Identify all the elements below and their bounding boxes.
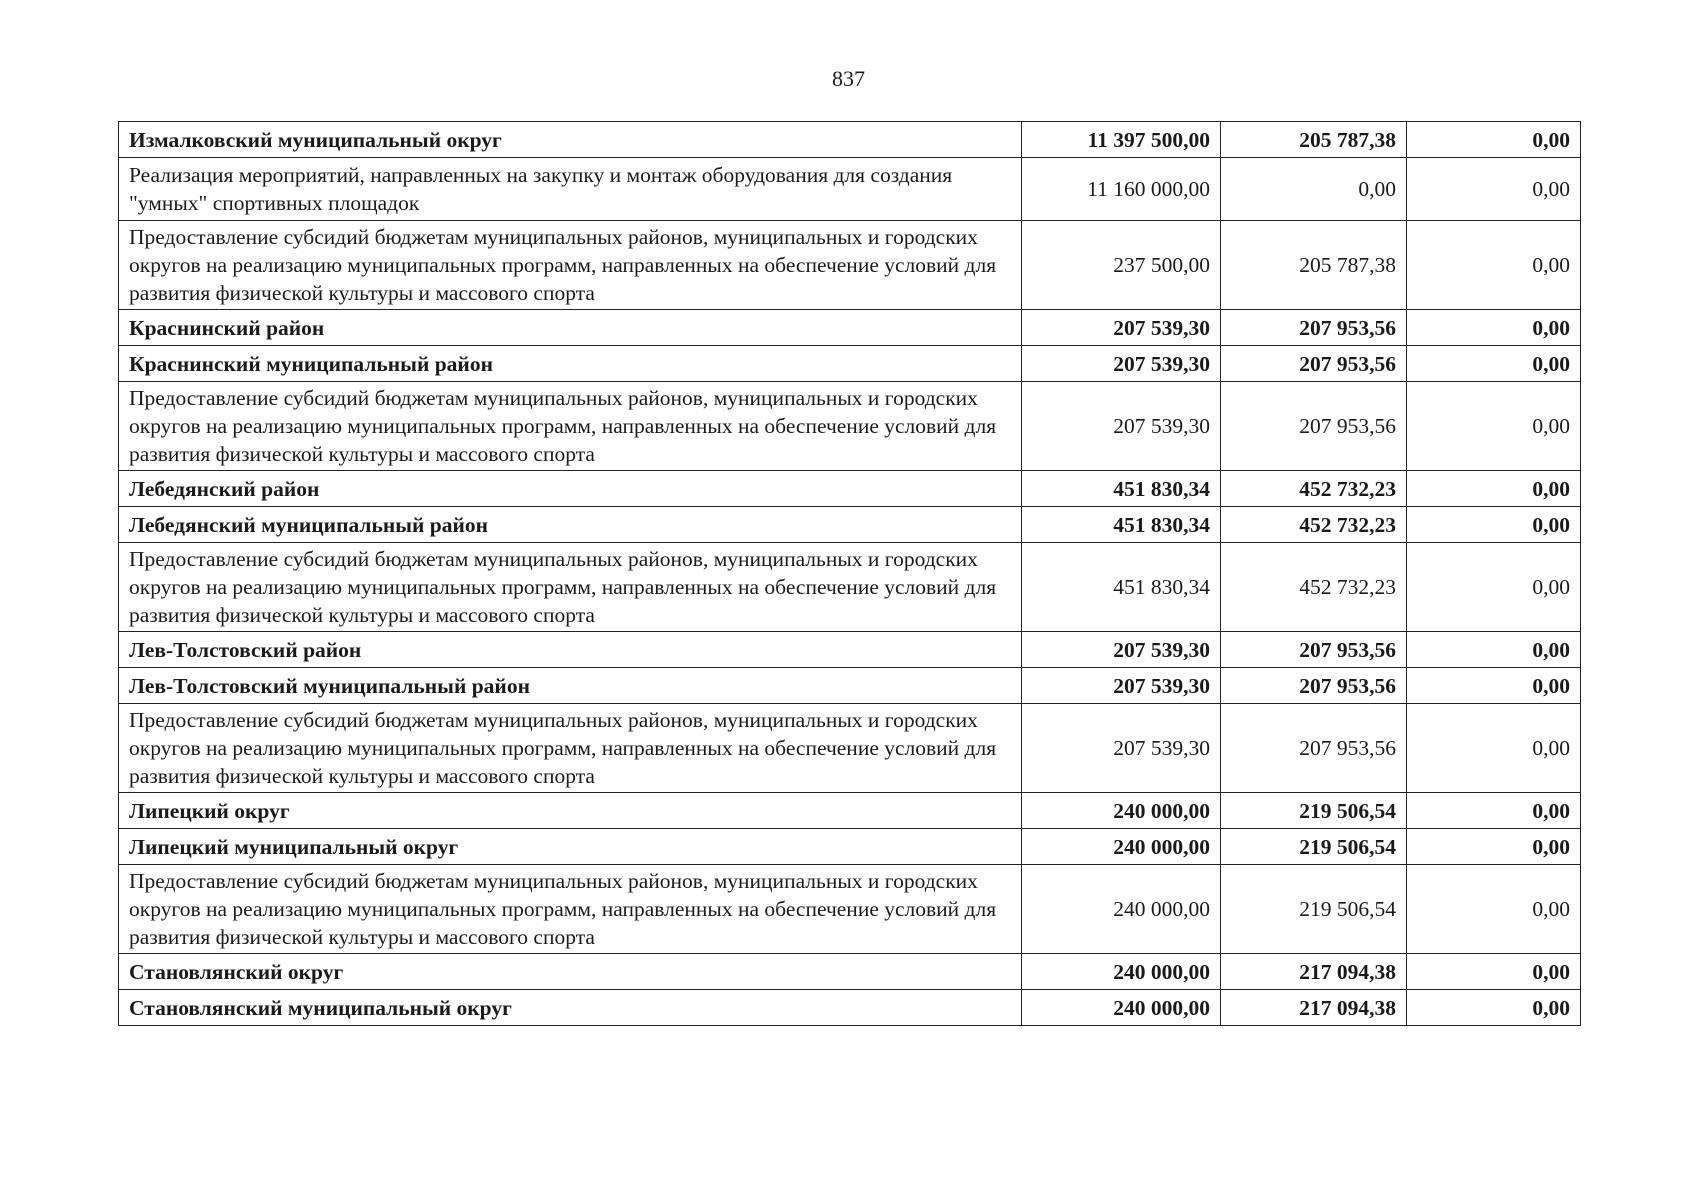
table-row <box>119 543 1581 632</box>
row-name: Предоставление субсидий бюджетам муниципальных районов, муниципальных и городских округов на реализацию муниципальных программ, направленных на обеспечение условий для развития физической культуры и массового спорта <box>119 382 1022 471</box>
row-name: Лебедянский муниципальный район <box>119 507 1022 543</box>
row-value-3: 0,00 <box>1407 865 1581 954</box>
row-value-1: 451 830,34 <box>1022 543 1221 632</box>
row-value-2: 205 787,38 <box>1221 122 1407 158</box>
row-value-2: 207 953,56 <box>1221 382 1407 471</box>
row-value-2: 452 732,23 <box>1221 543 1407 632</box>
budget-table <box>118 121 1581 1026</box>
row-value-1: 240 000,00 <box>1022 990 1221 1026</box>
table-row <box>119 954 1581 990</box>
row-value-3: 0,00 <box>1407 793 1581 829</box>
row-value-3: 0,00 <box>1407 507 1581 543</box>
row-value-1: 240 000,00 <box>1022 793 1221 829</box>
row-value-1: 207 539,30 <box>1022 382 1221 471</box>
row-value-3: 0,00 <box>1407 471 1581 507</box>
table-row <box>119 668 1581 704</box>
row-value-2: 217 094,38 <box>1221 990 1407 1026</box>
row-name: Измалковский муниципальный округ <box>119 122 1022 158</box>
table-row <box>119 122 1581 158</box>
row-name: Предоставление субсидий бюджетам муниципальных районов, муниципальных и городских округов на реализацию муниципальных программ, направленных на обеспечение условий для развития физической культуры и массового спорта <box>119 543 1022 632</box>
row-name: Предоставление субсидий бюджетам муниципальных районов, муниципальных и городских округов на реализацию муниципальных программ, направленных на обеспечение условий для развития физической культуры и массового спорта <box>119 865 1022 954</box>
row-value-1: 207 539,30 <box>1022 346 1221 382</box>
row-value-2: 452 732,23 <box>1221 471 1407 507</box>
row-value-2: 205 787,38 <box>1221 221 1407 310</box>
table-row <box>119 346 1581 382</box>
table-row <box>119 865 1581 954</box>
row-value-1: 207 539,30 <box>1022 310 1221 346</box>
row-name: Краснинский муниципальный район <box>119 346 1022 382</box>
table-row <box>119 310 1581 346</box>
row-value-3: 0,00 <box>1407 221 1581 310</box>
row-name: Краснинский район <box>119 310 1022 346</box>
row-value-2: 217 094,38 <box>1221 954 1407 990</box>
table-row <box>119 793 1581 829</box>
row-value-2: 219 506,54 <box>1221 829 1407 865</box>
row-name: Лев-Толстовский муниципальный район <box>119 668 1022 704</box>
row-value-2: 207 953,56 <box>1221 668 1407 704</box>
row-value-1: 11 160 000,00 <box>1022 158 1221 221</box>
row-name: Липецкий муниципальный округ <box>119 829 1022 865</box>
row-name: Липецкий округ <box>119 793 1022 829</box>
table-row <box>119 471 1581 507</box>
row-value-2: 219 506,54 <box>1221 793 1407 829</box>
row-value-1: 11 397 500,00 <box>1022 122 1221 158</box>
row-value-1: 240 000,00 <box>1022 954 1221 990</box>
row-value-3: 0,00 <box>1407 158 1581 221</box>
page-number: 837 <box>832 66 865 91</box>
row-value-2: 207 953,56 <box>1221 632 1407 668</box>
row-value-3: 0,00 <box>1407 829 1581 865</box>
row-value-1: 237 500,00 <box>1022 221 1221 310</box>
table-row <box>119 507 1581 543</box>
row-name: Лев-Толстовский район <box>119 632 1022 668</box>
row-value-1: 451 830,34 <box>1022 471 1221 507</box>
row-value-3: 0,00 <box>1407 990 1581 1026</box>
table-row <box>119 221 1581 310</box>
row-name: Предоставление субсидий бюджетам муниципальных районов, муниципальных и городских округов на реализацию муниципальных программ, направленных на обеспечение условий для развития физической культуры и массового спорта <box>119 221 1022 310</box>
row-value-1: 207 539,30 <box>1022 704 1221 793</box>
table-row <box>119 990 1581 1026</box>
table-row <box>119 829 1581 865</box>
row-name: Лебедянский район <box>119 471 1022 507</box>
row-value-2: 207 953,56 <box>1221 704 1407 793</box>
row-value-3: 0,00 <box>1407 543 1581 632</box>
row-name: Предоставление субсидий бюджетам муниципальных районов, муниципальных и городских округов на реализацию муниципальных программ, направленных на обеспечение условий для развития физической культуры и массового спорта <box>119 704 1022 793</box>
table-row <box>119 158 1581 221</box>
row-value-2: 207 953,56 <box>1221 346 1407 382</box>
row-value-1: 240 000,00 <box>1022 865 1221 954</box>
row-value-2: 452 732,23 <box>1221 507 1407 543</box>
row-value-2: 207 953,56 <box>1221 310 1407 346</box>
row-value-3: 0,00 <box>1407 346 1581 382</box>
row-value-2: 0,00 <box>1221 158 1407 221</box>
row-value-2: 219 506,54 <box>1221 865 1407 954</box>
row-name: Становлянский округ <box>119 954 1022 990</box>
row-value-3: 0,00 <box>1407 382 1581 471</box>
row-value-1: 207 539,30 <box>1022 632 1221 668</box>
row-value-3: 0,00 <box>1407 668 1581 704</box>
table-row <box>119 632 1581 668</box>
row-value-3: 0,00 <box>1407 122 1581 158</box>
row-value-3: 0,00 <box>1407 704 1581 793</box>
row-value-1: 240 000,00 <box>1022 829 1221 865</box>
row-value-3: 0,00 <box>1407 954 1581 990</box>
row-name: Становлянский муниципальный округ <box>119 990 1022 1026</box>
table-row <box>119 382 1581 471</box>
row-value-1: 451 830,34 <box>1022 507 1221 543</box>
row-value-1: 207 539,30 <box>1022 668 1221 704</box>
table-row <box>119 704 1581 793</box>
row-value-3: 0,00 <box>1407 310 1581 346</box>
row-name: Реализация мероприятий, направленных на закупку и монтаж оборудования для создания "умных" спортивных площадок <box>119 158 1022 221</box>
row-value-3: 0,00 <box>1407 632 1581 668</box>
